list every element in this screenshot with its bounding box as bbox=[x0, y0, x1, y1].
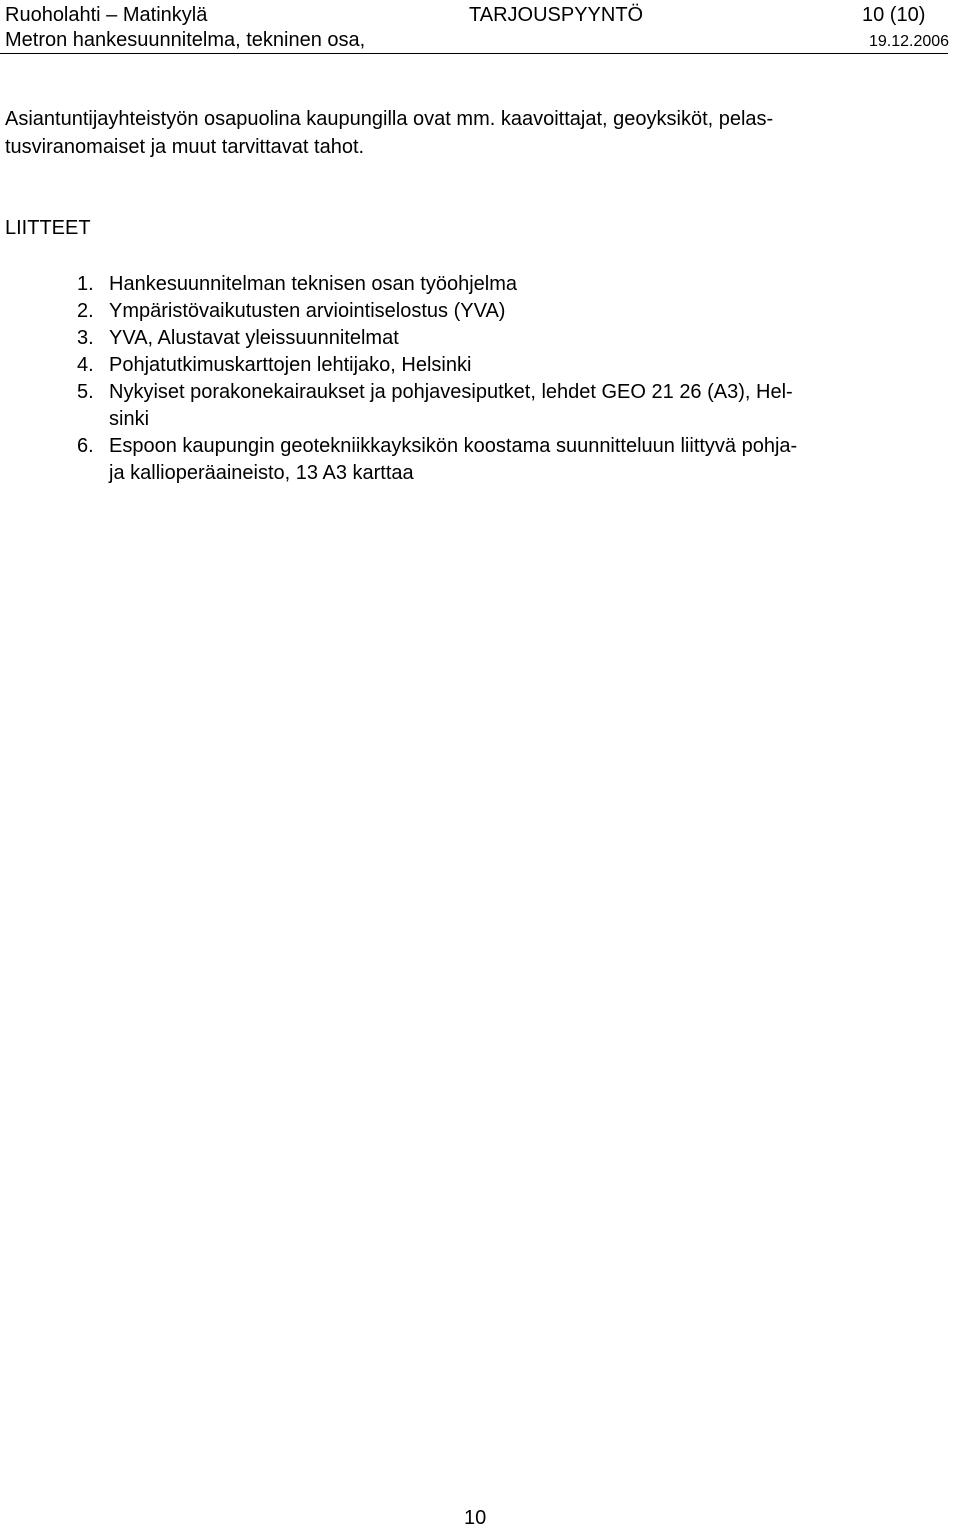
attachment-line: Pohjatutkimuskarttojen lehtijako, Helsinki bbox=[109, 354, 472, 376]
attachment-line: Hankesuunnitelman teknisen osan työohjelma bbox=[109, 273, 518, 295]
header-page-of: 10 (10) bbox=[862, 4, 926, 26]
attachments-list bbox=[0, 271, 940, 487]
attachment-text bbox=[109, 325, 940, 352]
header-date: 19.12.2006 bbox=[869, 33, 950, 50]
page-number: 10 bbox=[464, 1507, 487, 1529]
paragraph-line: tusviranomaiset ja muut tarvittavat tahot. bbox=[5, 136, 365, 158]
attachment-item bbox=[0, 298, 940, 325]
attachment-text bbox=[109, 271, 940, 298]
attachment-number: 4. bbox=[77, 354, 94, 376]
attachment-item bbox=[0, 352, 940, 379]
attachment-line: Espoon kaupungin geotekniikkayksikön koostama suunnitteluun liittyvä pohja- bbox=[109, 435, 798, 457]
attachment-number: 1. bbox=[77, 273, 94, 295]
body-paragraph bbox=[5, 105, 940, 161]
paragraph-line: Asiantuntijayhteistyön osapuolina kaupungilla ovat mm. kaavoittajat, geoyksiköt, pelas- bbox=[5, 108, 774, 130]
attachment-line: YVA, Alustavat yleissuunnitelmat bbox=[109, 327, 399, 349]
attachment-line: sinki bbox=[109, 408, 150, 430]
attachment-line: Ympäristövaikutusten arviointiselostus (YVA) bbox=[109, 300, 506, 322]
header-project: Ruoholahti – Matinkylä bbox=[5, 4, 208, 26]
attachment-item bbox=[0, 325, 940, 352]
attachment-text bbox=[109, 298, 940, 325]
attachment-number: 3. bbox=[77, 327, 94, 349]
attachment-text bbox=[109, 433, 940, 487]
header-subtitle: Metron hankesuunnitelma, tekninen osa, bbox=[5, 29, 366, 51]
attachment-line: ja kallioperäaineisto, 13 A3 karttaa bbox=[109, 462, 414, 484]
attachment-text bbox=[109, 379, 940, 433]
attachment-item bbox=[0, 271, 940, 298]
attachment-line: Nykyiset porakonekairaukset ja pohjavesiputket, lehdet GEO 21 26 (A3), Hel- bbox=[109, 381, 793, 403]
attachment-item bbox=[0, 433, 940, 487]
attachment-number: 5. bbox=[77, 381, 94, 403]
header-divider bbox=[0, 53, 948, 54]
attachments-heading: LIITTEET bbox=[5, 217, 91, 239]
attachment-number: 6. bbox=[77, 435, 94, 457]
attachment-number: 2. bbox=[77, 300, 94, 322]
attachment-item bbox=[0, 379, 940, 433]
attachment-text bbox=[109, 352, 940, 379]
header-doc-type: TARJOUSPYYNTÖ bbox=[469, 4, 644, 26]
